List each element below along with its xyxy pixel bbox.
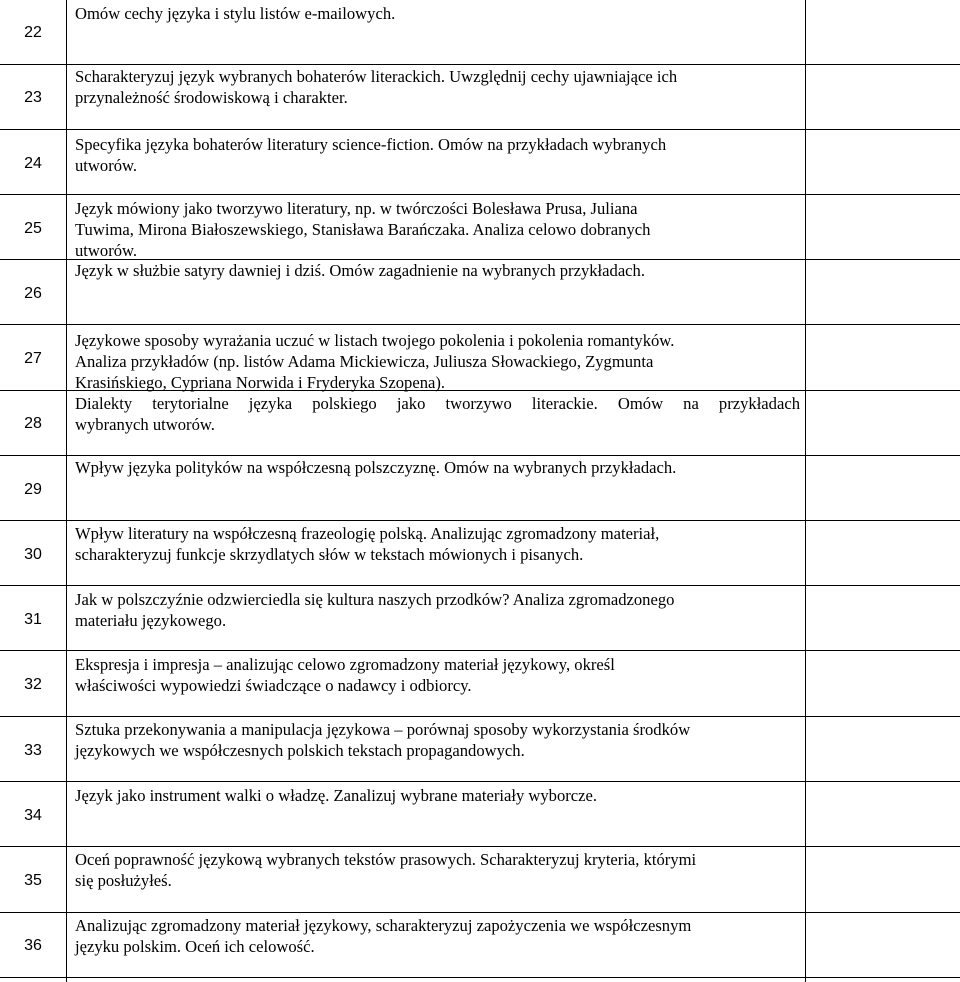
row-number: 30 <box>24 546 42 563</box>
topic-text: Język w służbie satyry dawniej i dziś. Omów zagadnienie na wybranych przykładach. <box>75 261 645 280</box>
row-number: 22 <box>24 24 42 41</box>
row-divider <box>0 64 960 65</box>
column-divider <box>66 0 67 982</box>
topic-text: Język jako instrument walki o władzę. Zanalizuj wybrane materiały wyborcze. <box>75 786 598 805</box>
topic-text: Jak w polszczyźnie odzwierciedla się kultura naszych przodków? Analiza zgromadzonego materiału językowego. <box>75 590 675 630</box>
row-number: 28 <box>24 415 42 432</box>
row-number: 26 <box>24 285 42 302</box>
row-divider <box>0 194 960 195</box>
row-number: 36 <box>24 937 42 954</box>
row-number: 29 <box>24 481 42 498</box>
row-divider <box>0 977 960 978</box>
topic-text: Językowe sposoby wyrażania uczuć w listach twojego pokolenia i pokolenia romantyków. Analiza przykładów (np. listów Adama Mickiewicza, Juliusza Słowackiego, Zygmunta Krasińskiego, Cypriana Norwida i Fryderyka Szopena). <box>75 331 675 392</box>
row-divider <box>0 585 960 586</box>
row-number: 23 <box>24 89 42 106</box>
row-number: 31 <box>24 611 42 628</box>
topic-text: Analizując zgromadzony materiał językowy, scharakteryzuj zapożyczenia we współczesnym języku polskim. Oceń ich celowość. <box>75 916 692 956</box>
row-number: 33 <box>24 742 42 759</box>
row-divider <box>0 716 960 717</box>
row-number: 32 <box>24 676 42 693</box>
topic-text: Wpływ języka polityków na współczesną polszczyznę. Omów na wybranych przykładach. <box>75 458 677 477</box>
row-divider <box>0 520 960 521</box>
topic-text: Język mówiony jako tworzywo literatury, np. w twórczości Bolesława Prusa, Juliana Tuwima, Mirona Białoszewskiego, Stanisława Barańczaka. Analiza celowo dobranych utworów. <box>75 199 651 260</box>
topic-text: Specyfika języka bohaterów literatury science-fiction. Omów na przykładach wybranych utworów. <box>75 135 667 175</box>
row-divider <box>0 324 960 325</box>
topic-text: Oceń poprawność językową wybranych tekstów prasowych. Scharakteryzuj kryteria, którymi się posłużyłeś. <box>75 850 697 890</box>
column-divider <box>805 0 806 982</box>
row-number: 27 <box>24 350 42 367</box>
topic-text: Wpływ literatury na współczesną frazeologię polską. Analizując zgromadzony materiał, scharakteryzuj funkcje skrzydlatych słów w tekstach mówionych i pisanych. <box>75 524 660 564</box>
row-number: 25 <box>24 220 42 237</box>
topic-text: Omów cechy języka i stylu listów e-mailowych. <box>75 4 396 23</box>
row-divider <box>0 846 960 847</box>
row-number: 35 <box>24 872 42 889</box>
topic-text: Ekspresja i impresja – analizując celowo zgromadzony materiał językowy, określ właściwości wypowiedzi świadczące o nadawcy i odbiorcy. <box>75 655 615 695</box>
row-divider <box>0 912 960 913</box>
row-divider <box>0 781 960 782</box>
topic-text: Scharakteryzuj język wybranych bohaterów literackich. Uwzględnij cechy ujawniające ich przynależność środowiskową i charakter. <box>75 67 678 107</box>
row-divider <box>0 129 960 130</box>
row-number: 34 <box>24 807 42 824</box>
topic-text: Sztuka przekonywania a manipulacja językowa – porównaj sposoby wykorzystania środków językowych we współczesnych polskich tekstach propagandowych. <box>75 720 691 760</box>
row-divider <box>0 455 960 456</box>
row-number: 24 <box>24 155 42 172</box>
row-divider <box>0 650 960 651</box>
topic-text: Dialekty terytorialne języka polskiego jako tworzywo literackie. Omów na przykładach wybranych utworów. <box>75 394 800 434</box>
